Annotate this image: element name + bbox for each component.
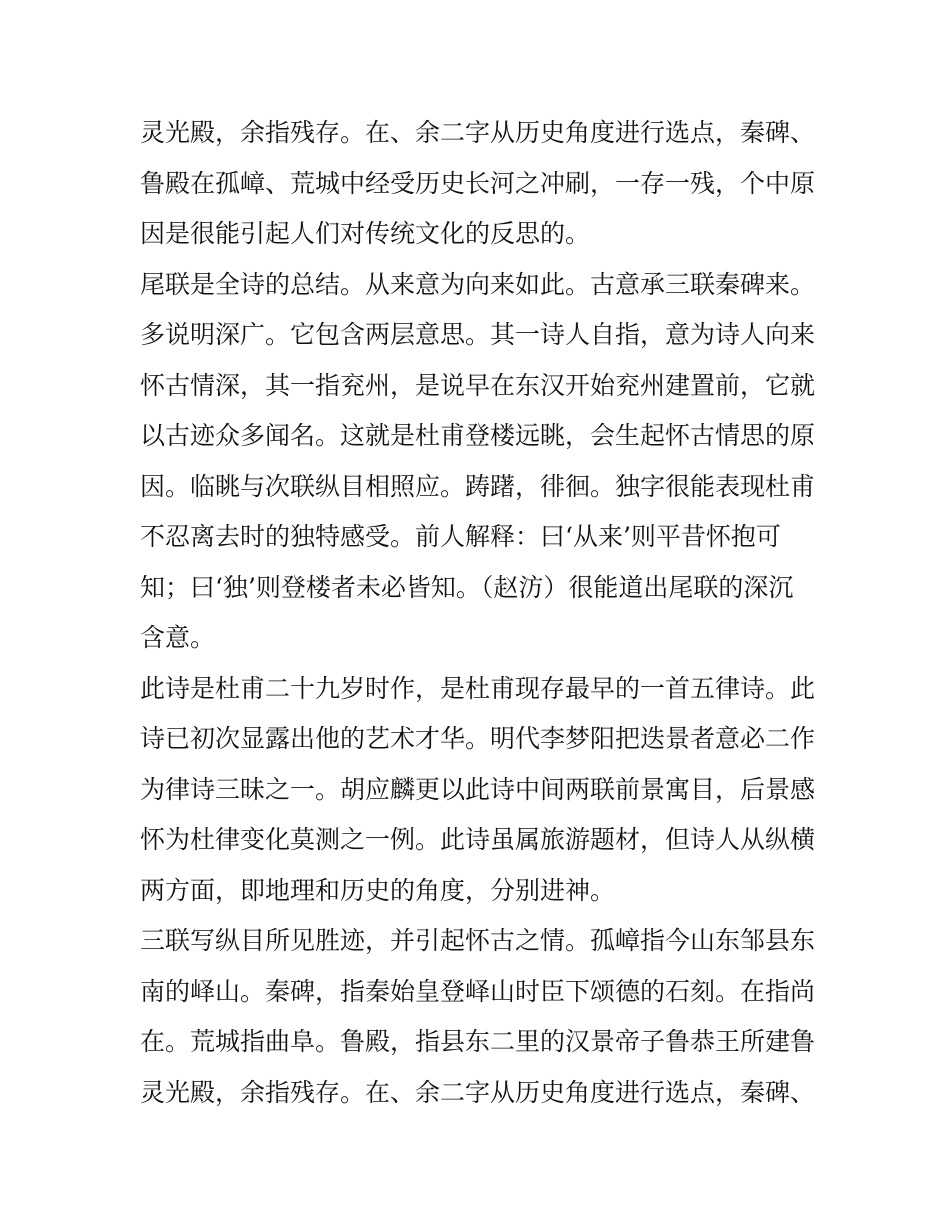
text-line: 南的峄山。秦碑，指秦始皇登峄山时臣下颂德的石刻。在指尚 — [140, 976, 816, 1006]
text-line: 鲁殿在孤嶂、荒城中经受历史长河之冲刷，一存一残，个中原 — [140, 168, 816, 198]
text-line: 在。荒城指曲阜。鲁殿，指县东二里的汉景帝子鲁恭王所建鲁 — [140, 1027, 816, 1056]
document-body — [140, 108, 830, 1118]
text-line: 尾联是全诗的总结。从来意为向来如此。古意承三联秦碑来。 — [140, 269, 816, 299]
text-line: 多说明深广。它包含两层意思。其一诗人自指，意为诗人向来 — [140, 320, 816, 349]
text-line: 此诗是杜甫二十九岁时作，是杜甫现存最早的一首五律诗。此 — [140, 673, 816, 703]
text-line: 三联写纵目所见胜迹，并引起怀古之情。孤嶂指今山东邹县东 — [140, 926, 816, 955]
text-line: 因。临眺与次联纵目相照应。踌躇，徘徊。独字很能表现杜甫 — [140, 471, 816, 501]
text-line: 诗已初次显露出他的艺术才华。明代李梦阳把迭景者意必二作 — [140, 724, 816, 753]
text-line: 怀为杜律变化莫测之一例。此诗虽属旅游题材，但诗人从纵横 — [140, 825, 816, 854]
text-line: 不忍离去时的独特感受。前人解释：曰‘从来’则平昔怀抱可 — [140, 522, 781, 551]
text-line: 灵光殿，余指残存。在、余二字从历史角度进行选点，秦碑、 — [140, 118, 816, 147]
text-line: 怀古情深，其一指兖州，是说早在东汉开始兖州建置前，它就 — [140, 370, 816, 400]
text-line: 因是很能引起人们对传统文化的反思的。 — [140, 219, 591, 248]
text-line: 含意。 — [140, 623, 216, 652]
text-line: 以古迹众多闻名。这就是杜甫登楼远眺，会生起怀古情思的原 — [140, 421, 816, 450]
text-line: 知；曰‘独’则登楼者未必皆知。（赵汸）很能道出尾联的深沉 — [140, 572, 794, 602]
text-line: 两方面，即地理和历史的角度，分别进神。 — [140, 875, 616, 905]
text-line: 灵光殿，余指残存。在、余二字从历史角度进行选点，秦碑、 — [140, 1077, 816, 1107]
text-line: 为律诗三昧之一。胡应麟更以此诗中间两联前景寓目，后景感 — [140, 774, 816, 804]
